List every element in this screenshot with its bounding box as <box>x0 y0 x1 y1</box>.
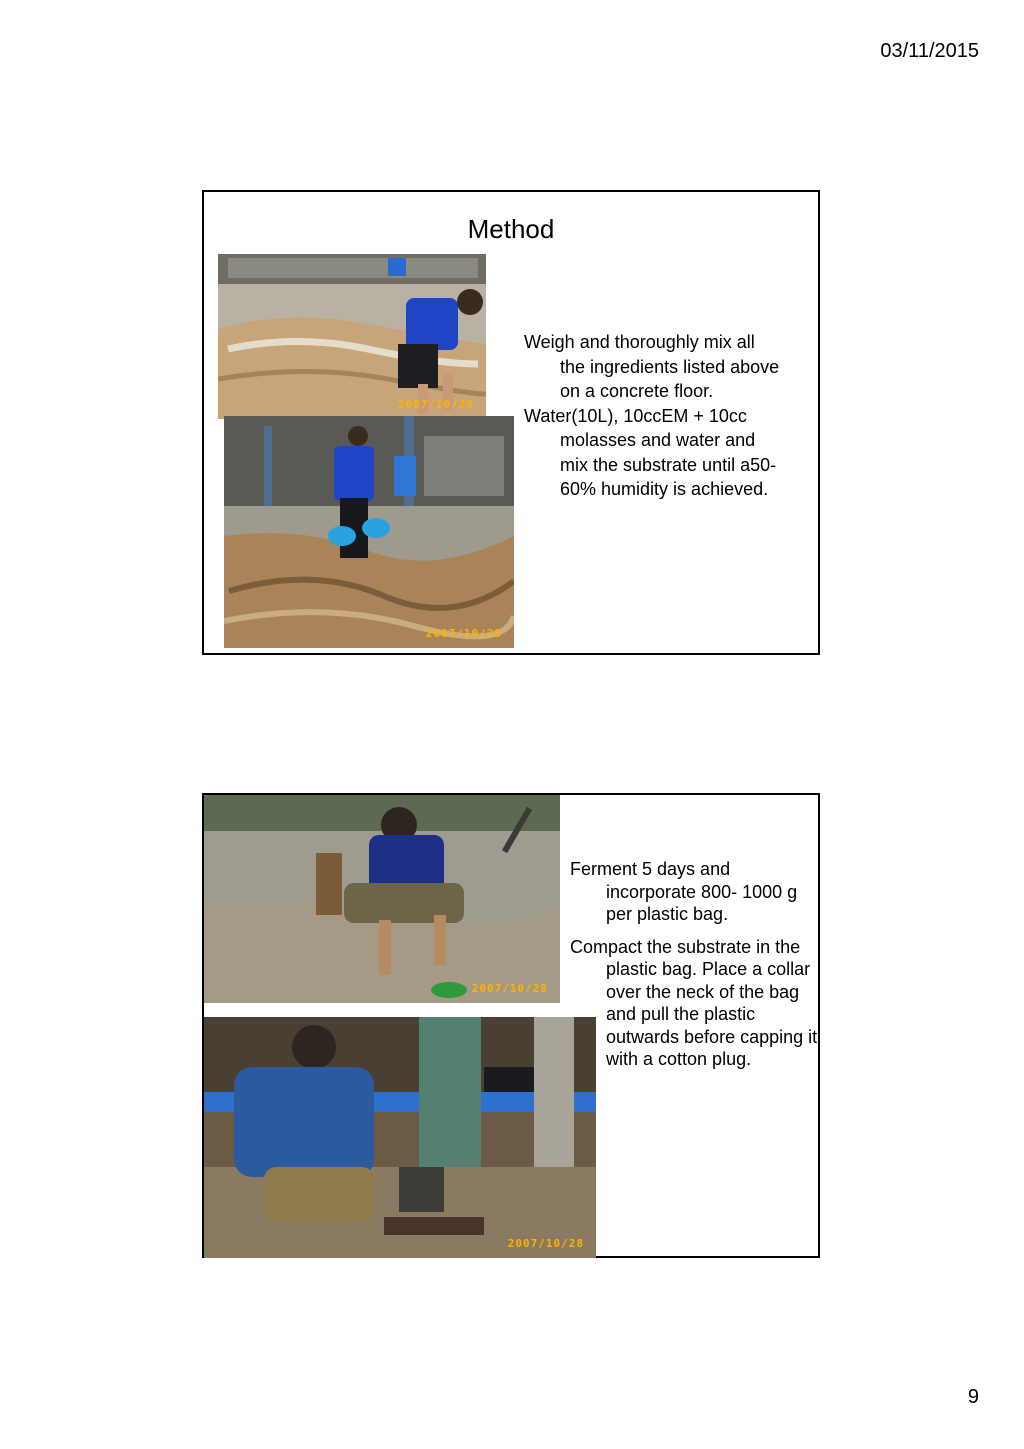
slide-title: Method <box>467 214 555 244</box>
page-date: 03/11/2015 <box>880 40 979 62</box>
photo-mixing-substrate <box>218 254 486 419</box>
slide-method <box>202 190 820 655</box>
photo-date-stamp: 2007/10/28 <box>397 398 474 411</box>
photo-filling-bag <box>204 795 560 1003</box>
page-number: 9 <box>967 1386 979 1408</box>
bullet-item: Water(10L), 10ccEM + 10cc molasses and water and mix the substrate until a50-60% humidity is achieved. <box>524 405 777 499</box>
photo-compacting-bag <box>204 1017 596 1258</box>
photo-watering-substrate <box>224 416 514 648</box>
slide-bagging <box>202 793 820 1258</box>
photo-date-stamp: 2007/10/28 <box>507 1237 584 1250</box>
bullet-item: Weigh and thoroughly mix all the ingredients listed above on a concrete floor. <box>524 332 780 401</box>
bullet-list <box>524 330 784 502</box>
photo-date-stamp: 2007/10/28 <box>425 627 502 640</box>
bullet-item: Ferment 5 days and incorporate 800- 1000 g per plastic bag. <box>570 859 798 924</box>
photo-date-stamp: 2007/10/28 <box>471 982 548 995</box>
bullet-item: Compact the substrate in the plastic bag. Place a collar over the neck of the bag and pull the plastic outwards before capping it with a cotton plug. <box>570 936 818 1069</box>
bullet-list <box>570 858 818 1071</box>
